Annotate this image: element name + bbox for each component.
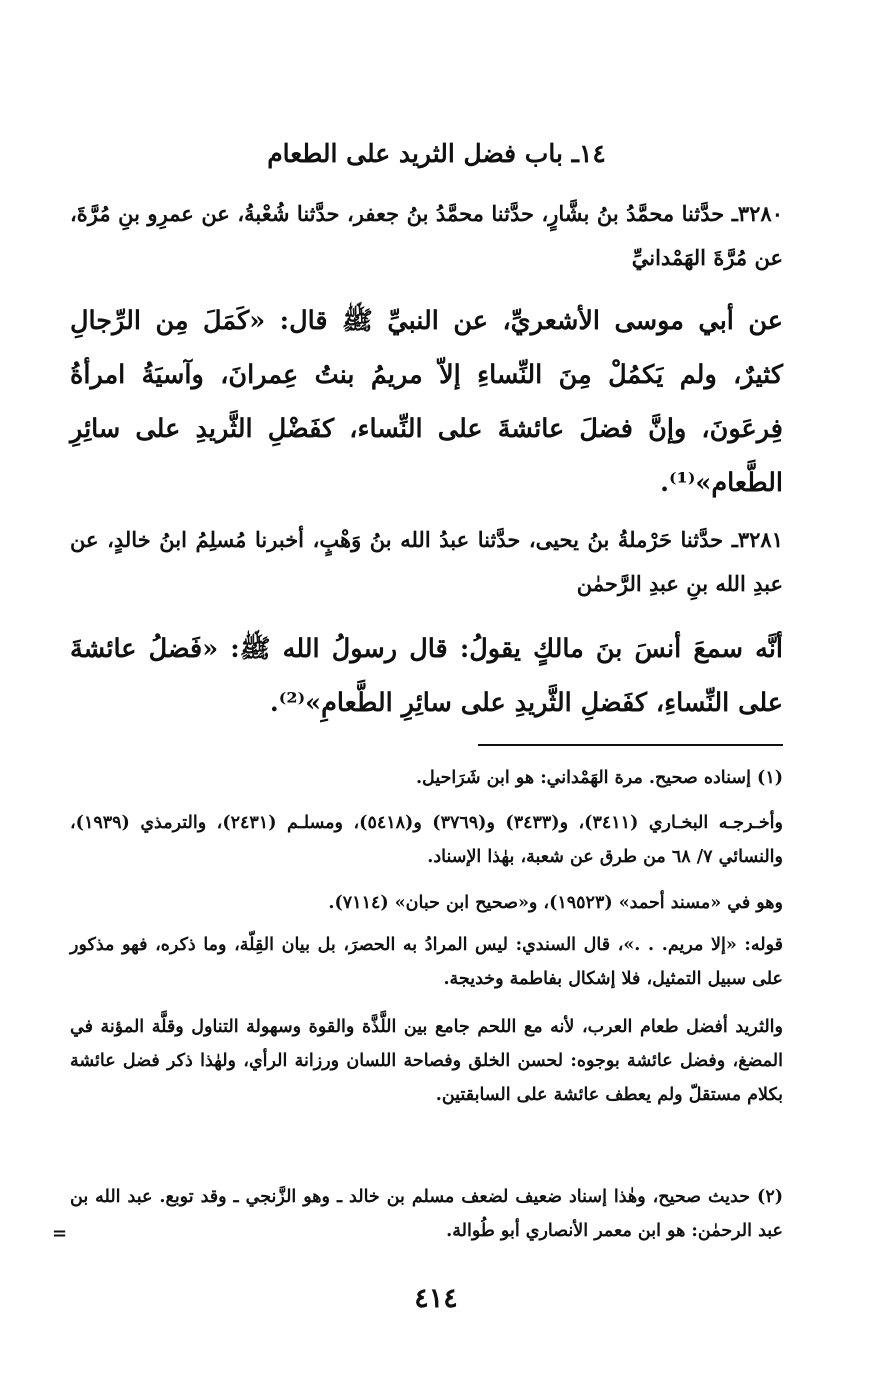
chapter-title: ١٤ـ باب فضل الثريد على الطعام: [267, 139, 606, 168]
hadith-3280-matn: عن أبي موسى الأشعريِّ، عن النبيِّ ﷺ قال: «كَمَلَ مِن الرِّجالِ كثيرٌ، ولم يَكمُلْ مِنَ النِّساءِ إلاّ مريمُ بنتُ عِمرانَ، وآسيَةُ امرأةُ فِرعَونَ، وإنَّ فضلَ عائشةَ على النِّساء، كفَضْلِ الثَّريدِ على سائِرِ الطَّعام»⁽¹⁾.: [70, 306, 783, 498]
footnote-1-sources: وأخـرجـه البخـاري (٣٤١١)، و(٣٤٣٣) و(٣٧٦٩) و(٥٤١٨)، ومسلـم (٢٤٣١)، والترمذي (١٩٣٩)، والنسائي ٧/ ٦٨ من طرق عن شعبة، بهٰذا الإسناد.: [70, 813, 783, 867]
hadith-3281-isnad: ٣٢٨١ـ حدَّثنا حَرْملةُ بنُ يحيى، حدَّثنا عبدُ الله بنُ وَهْبٍ، أخبرنا مُسلِمُ ابنُ خالدٍ، عن عبدِ الله بنِ عبدِ الرَّحمٰن: [70, 527, 783, 596]
footnote-continuation-mark: =: [52, 1223, 68, 1244]
page-number: ٤١٤: [414, 1283, 458, 1314]
footnote-1-musnad: وهو في «مسند أحمد» (١٩٥٢٣)، و«صحيح ابن حبان» (٧١١٤).: [328, 893, 783, 913]
footnote-1-grading: (١) إسناده صحيح. مرة الهَمْداني: هو ابن شَرَاحيل.: [415, 768, 783, 788]
hadith-3281-matn: أنَّه سمعَ أنسَ بنَ مالكٍ يقولُ: قال رسولُ الله ﷺ: «فَضلُ عائشةَ على النِّساءِ، كفَضلِ الثَّريدِ على سائِرِ الطَّعامِ»⁽²⁾.: [70, 634, 783, 718]
footnote-1-sindi-comment: قوله: «إلا مريم. . .»، قال السندي: ليس المرادُ به الحصرَ، بل بيان القِلّة، وما ذكره، فهو مذكور على سبيل التمثيل، فلا إشكال بفاطمة وخديجة.: [70, 935, 783, 989]
footnote-1-tharid-comment: والثريد أفضل طعام العرب، لأنه مع اللحم جامع بين اللَّذَّة والقوة وسهولة التناول وقلَّة المؤنة في المضغ، وفضل عائشة بوجوه: لحسن الخلق وفصاحة اللسان ورزانة الرأي، ولهٰذا ذكر فضل عائشة بكلام مستقلّ ولم يعطف عائشة على السابقتين.: [70, 1017, 783, 1105]
hadith-3280-isnad: ٣٢٨٠ـ حدَّثنا محمَّدُ بنُ بشَّارٍ، حدَّثنا محمَّدُ بنُ جعفر، حدَّثنا شُعْبةُ، عن عمرِو بنِ مُرَّةَ، عن مُرَّةَ الهَمْدانيِّ: [70, 201, 783, 270]
footnote-2: (٢) حديث صحيح، وهٰذا إسناد ضعيف لضعف مسلم بن خالد ـ وهو الزَّنجي ـ وقد توبع. عبد الله بن عبد الرحمٰن: هو ابن معمر الأنصاري أبو طُوالة.: [70, 1187, 783, 1241]
footnote-separator: [478, 744, 783, 746]
